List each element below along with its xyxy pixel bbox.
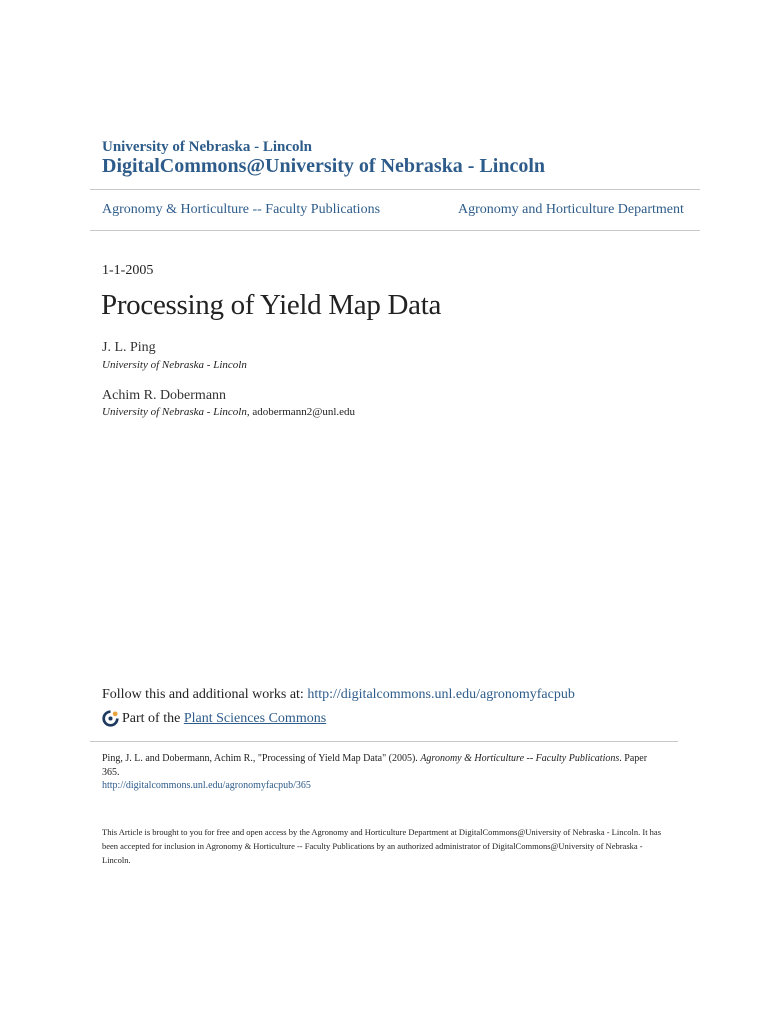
author-name: J. L. Ping [102, 340, 156, 355]
top-divider [90, 189, 700, 190]
citation-url-link[interactable]: http://digitalcommons.unl.edu/agronomyfacpub/365 [102, 780, 311, 791]
collection-url-link[interactable]: http://digitalcommons.unl.edu/agronomyfacpub [307, 687, 575, 702]
institution-link[interactable]: University of Nebraska - Lincoln [102, 139, 312, 155]
collection-link[interactable]: Agronomy & Horticulture -- Faculty Publications [102, 202, 381, 217]
department-link[interactable]: Agronomy and Horticulture Department [458, 202, 684, 217]
article-title: Processing of Yield Map Data [101, 289, 442, 321]
access-notice: This Article is brought to you for free and open access by the Agronomy and Horticulture Department at DigitalCommons@University of Nebraska - Lincoln. It has been accepted for inclusion in Agronomy & Horticulture -- Faculty Publications by an authorized administrator of DigitalCommons@University of Nebraska - Lincoln. [102, 827, 662, 865]
nav-divider [90, 230, 700, 231]
citation-divider [90, 741, 678, 742]
part-of-line: Part of the Plant Sciences Commons [102, 710, 326, 727]
publication-date: 1-1-2005 [102, 263, 154, 278]
commons-network-icon [102, 710, 119, 727]
repository-link[interactable]: DigitalCommons@University of Nebraska - Lincoln [102, 155, 546, 177]
plant-sciences-commons-link[interactable]: Plant Sciences Commons [183, 710, 327, 726]
author-name: Achim R. Dobermann [102, 388, 227, 403]
author-email: , adobermann2@unl.edu [246, 406, 356, 418]
follow-line: Follow this and additional works at: http://digitalcommons.unl.edu/agronomyfacpub [102, 687, 575, 702]
author-affiliation: University of Nebraska - Lincoln, adobermann2@unl.edu [102, 406, 356, 418]
citation-text: Ping, J. L. and Dobermann, Achim R., "Processing of Yield Map Data" (2005). Agronomy & Horticulture -- Faculty Publications. Paper 365. [102, 753, 648, 778]
author-affiliation: University of Nebraska - Lincoln [102, 359, 247, 371]
